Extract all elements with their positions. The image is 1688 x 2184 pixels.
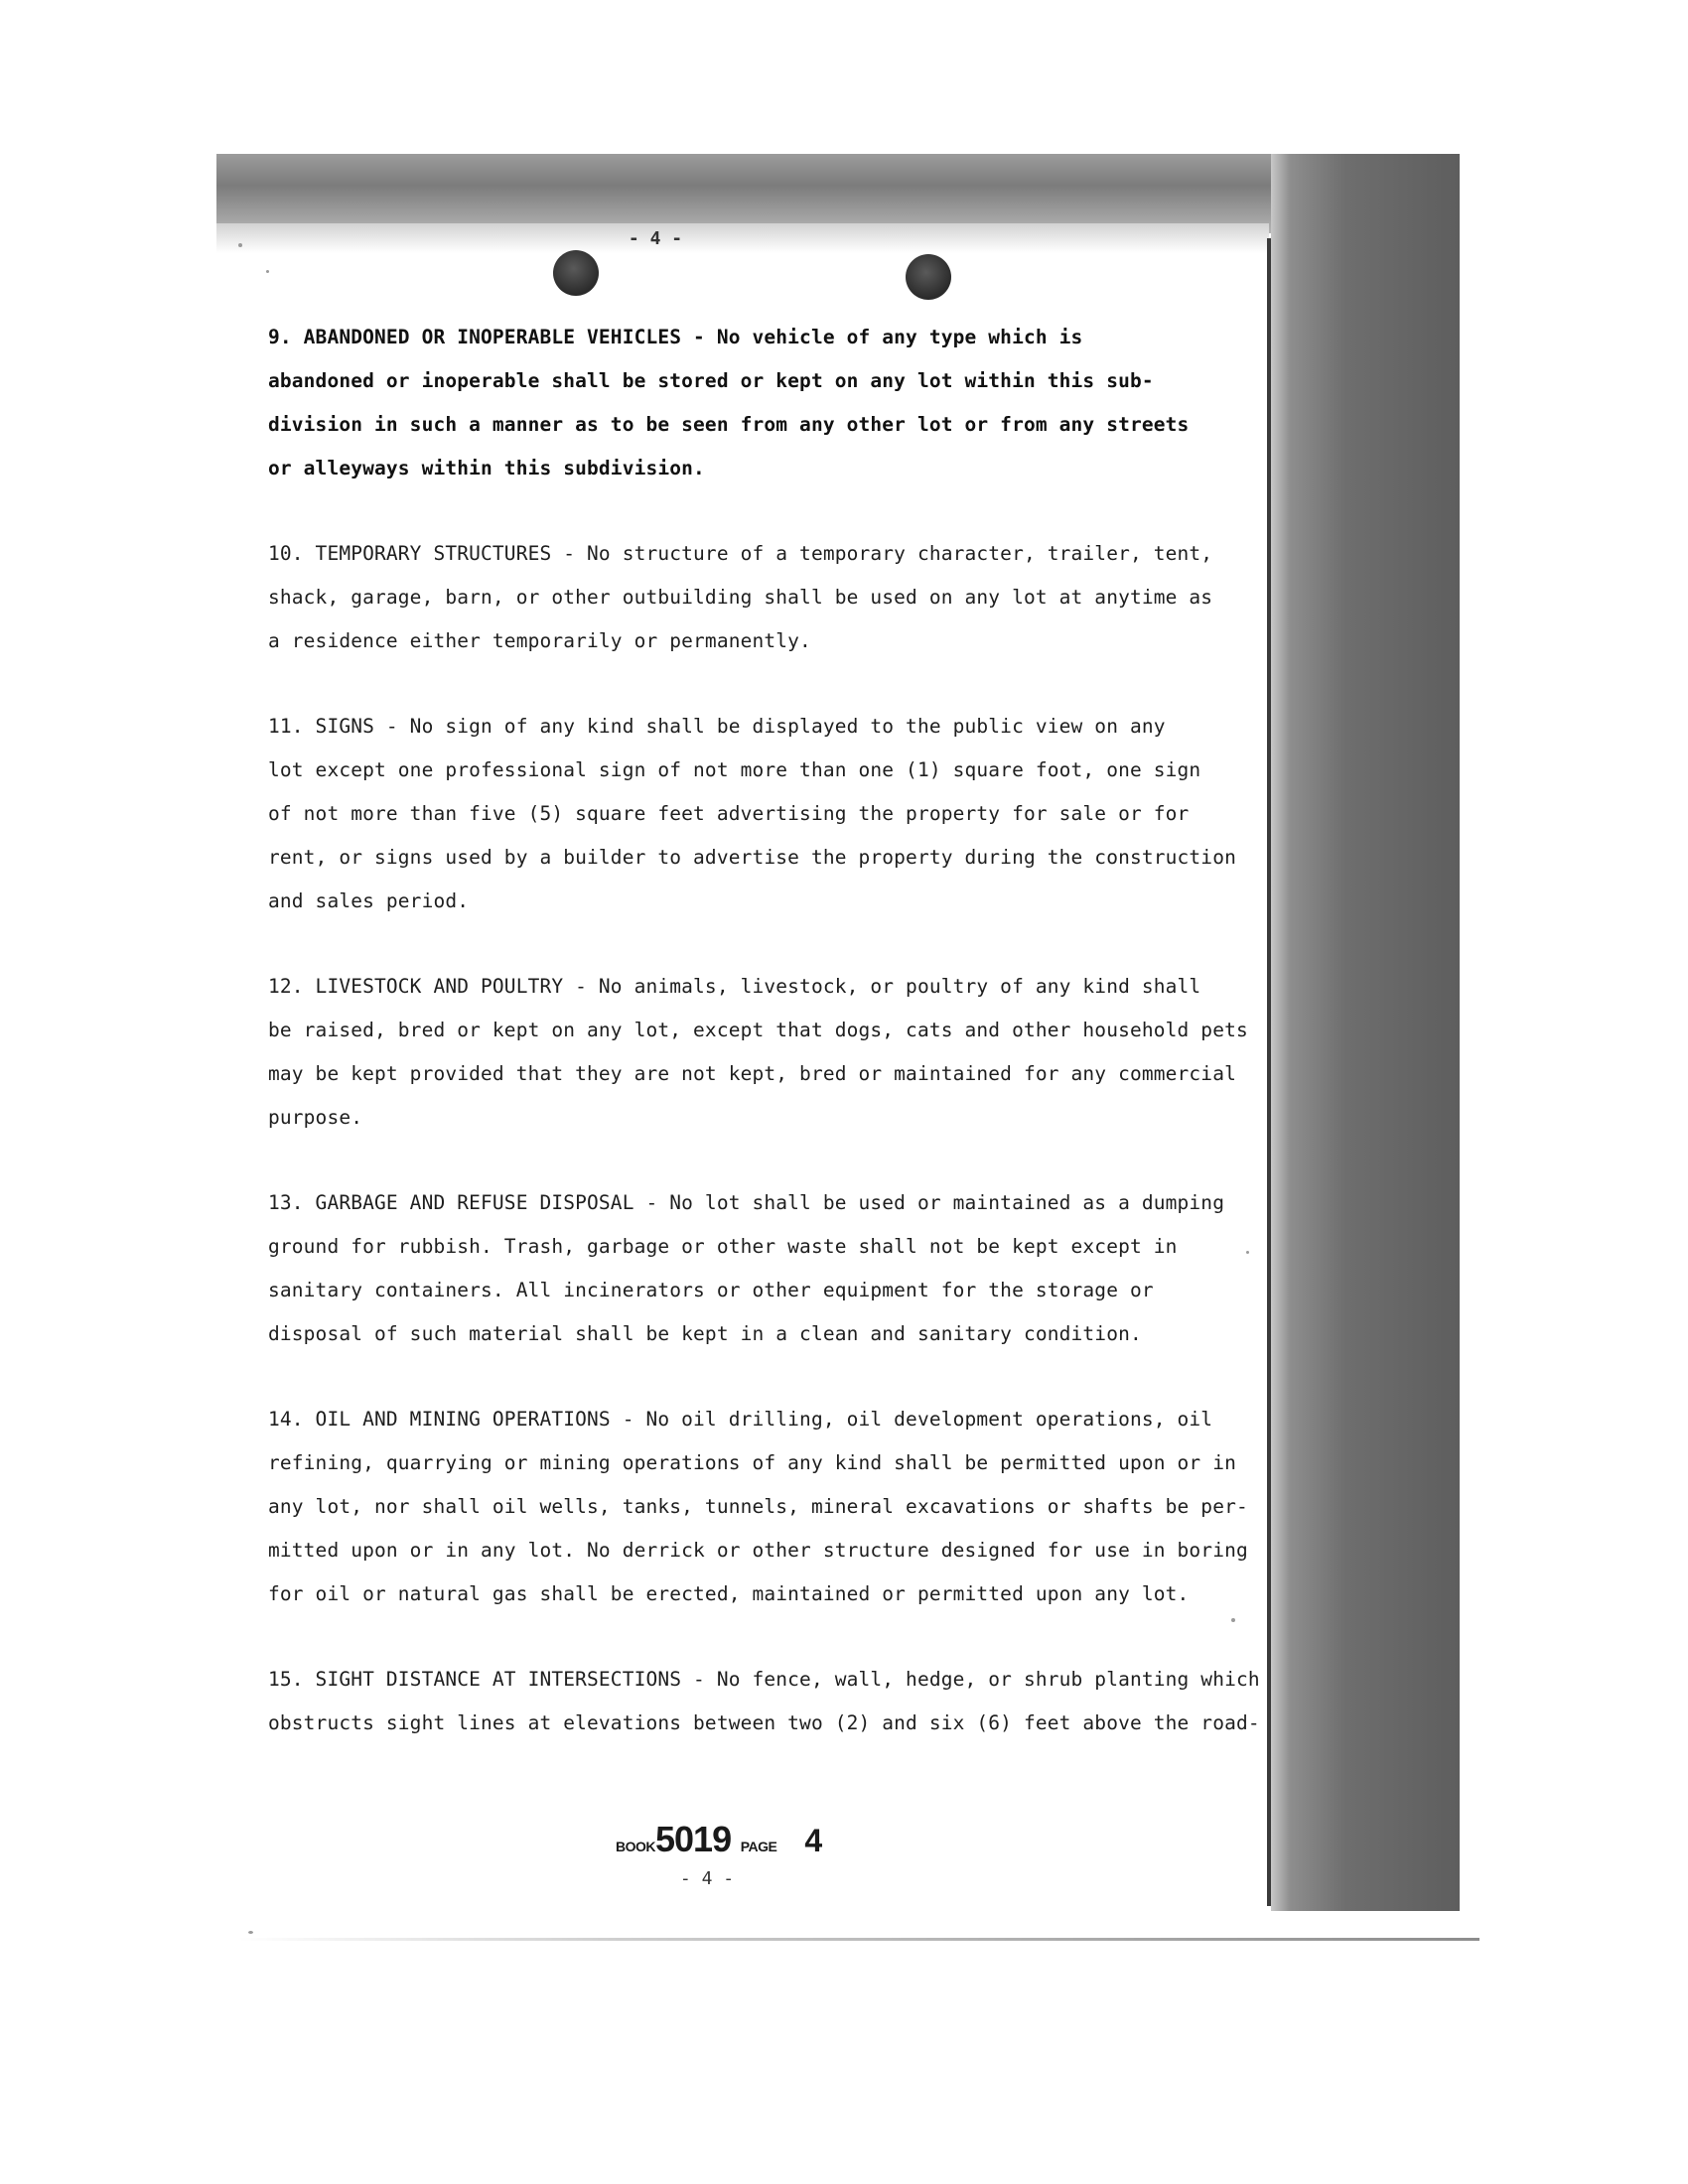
scan-speck <box>1246 1251 1249 1254</box>
section-text-line: obstructs sight lines at elevations between two (2) and six (6) feet above the road- <box>268 1711 1260 1734</box>
section-heading-line: 14. OIL AND MINING OPERATIONS - No oil drilling, oil development operations, oil <box>268 1408 1213 1431</box>
section-text-line: refining, quarrying or mining operations of any kind shall be permitted upon or in <box>268 1451 1236 1474</box>
section-text-line: and sales period. <box>268 889 470 912</box>
section-text-line: abandoned or inoperable shall be stored or kept on any lot within this sub- <box>268 369 1154 392</box>
section-heading-line: 9. ABANDONED OR INOPERABLE VEHICLES - No vehicle of any type which is <box>268 326 1083 348</box>
bottom-page-number: - 4 - <box>679 1868 735 1889</box>
covenant-section <box>268 532 1221 663</box>
section-heading-line: 15. SIGHT DISTANCE AT INTERSECTIONS - No fence, wall, hedge, or shrub planting which <box>268 1668 1260 1691</box>
section-text-line: for oil or natural gas shall be erected, maintained or permitted upon any lot. <box>268 1582 1190 1605</box>
scan-speck <box>266 270 269 273</box>
section-heading-line: 13. GARBAGE AND REFUSE DISPOSAL - No lot shall be used or maintained as a dumping <box>268 1191 1225 1214</box>
section-text-line: a residence either temporarily or permanently. <box>268 629 811 652</box>
scan-shadow-right <box>1271 154 1460 1911</box>
covenant-section <box>268 316 1221 490</box>
page-label: PAGE <box>740 1839 777 1854</box>
covenant-section <box>268 965 1248 1140</box>
section-heading-line: 10. TEMPORARY STRUCTURES - No structure of a temporary character, trailer, tent, <box>268 542 1213 565</box>
section-heading-line: 11. SIGNS - No sign of any kind shall be displayed to the public view on any <box>268 715 1166 738</box>
section-text-line: of not more than five (5) square feet advertising the property for sale or for <box>268 802 1190 825</box>
section-text-line: disposal of such material shall be kept in a clean and sanitary condition. <box>268 1322 1142 1345</box>
section-text-line: or alleyways within this subdivision. <box>268 457 705 479</box>
scan-shadow-top-fade <box>216 223 1269 253</box>
section-text-line: mitted upon or in any lot. No derrick or other structure designed for use in boring <box>268 1539 1248 1562</box>
section-text-line: sanitary containers. All incinerators or other equipment for the storage or <box>268 1279 1154 1301</box>
covenant-section <box>268 1181 1225 1356</box>
page-edge-line <box>1267 238 1271 1906</box>
covenant-section <box>268 705 1236 923</box>
scan-speck <box>248 1931 253 1934</box>
section-text-line: be raised, bred or kept on any lot, except that dogs, cats and other household pets <box>268 1019 1248 1041</box>
top-page-number: - 4 - <box>628 228 683 249</box>
covenant-section <box>268 1398 1248 1616</box>
page-value: 4 <box>804 1823 823 1858</box>
book-page-stamp <box>616 1819 914 1860</box>
section-text-line: purpose. <box>268 1106 363 1129</box>
page-bottom-edge <box>238 1938 1479 1941</box>
document-body <box>268 316 1260 1787</box>
section-text-line: division in such a manner as to be seen from any other lot or from any streets <box>268 413 1190 436</box>
section-text-line: any lot, nor shall oil wells, tanks, tunnels, mineral excavations or shafts be per- <box>268 1495 1248 1518</box>
section-text-line: may be kept provided that they are not kept, bred or maintained for any commercial <box>268 1062 1236 1085</box>
scan-speck <box>1231 1618 1235 1622</box>
section-text-line: rent, or signs used by a builder to advertise the property during the construction <box>268 846 1236 869</box>
book-number: 5019 <box>655 1819 732 1859</box>
covenant-section <box>268 1658 1260 1745</box>
section-heading-line: 12. LIVESTOCK AND POULTRY - No animals, livestock, or poultry of any kind shall <box>268 975 1201 998</box>
punch-hole-right <box>906 254 951 300</box>
punch-hole-left <box>553 250 599 296</box>
section-text-line: shack, garage, barn, or other outbuilding shall be used on any lot at anytime as <box>268 586 1213 609</box>
book-label: BOOK <box>616 1839 655 1854</box>
scan-speck <box>238 243 242 247</box>
section-text-line: lot except one professional sign of not more than one (1) square foot, one sign <box>268 758 1201 781</box>
section-text-line: ground for rubbish. Trash, garbage or other waste shall not be kept except in <box>268 1235 1178 1258</box>
